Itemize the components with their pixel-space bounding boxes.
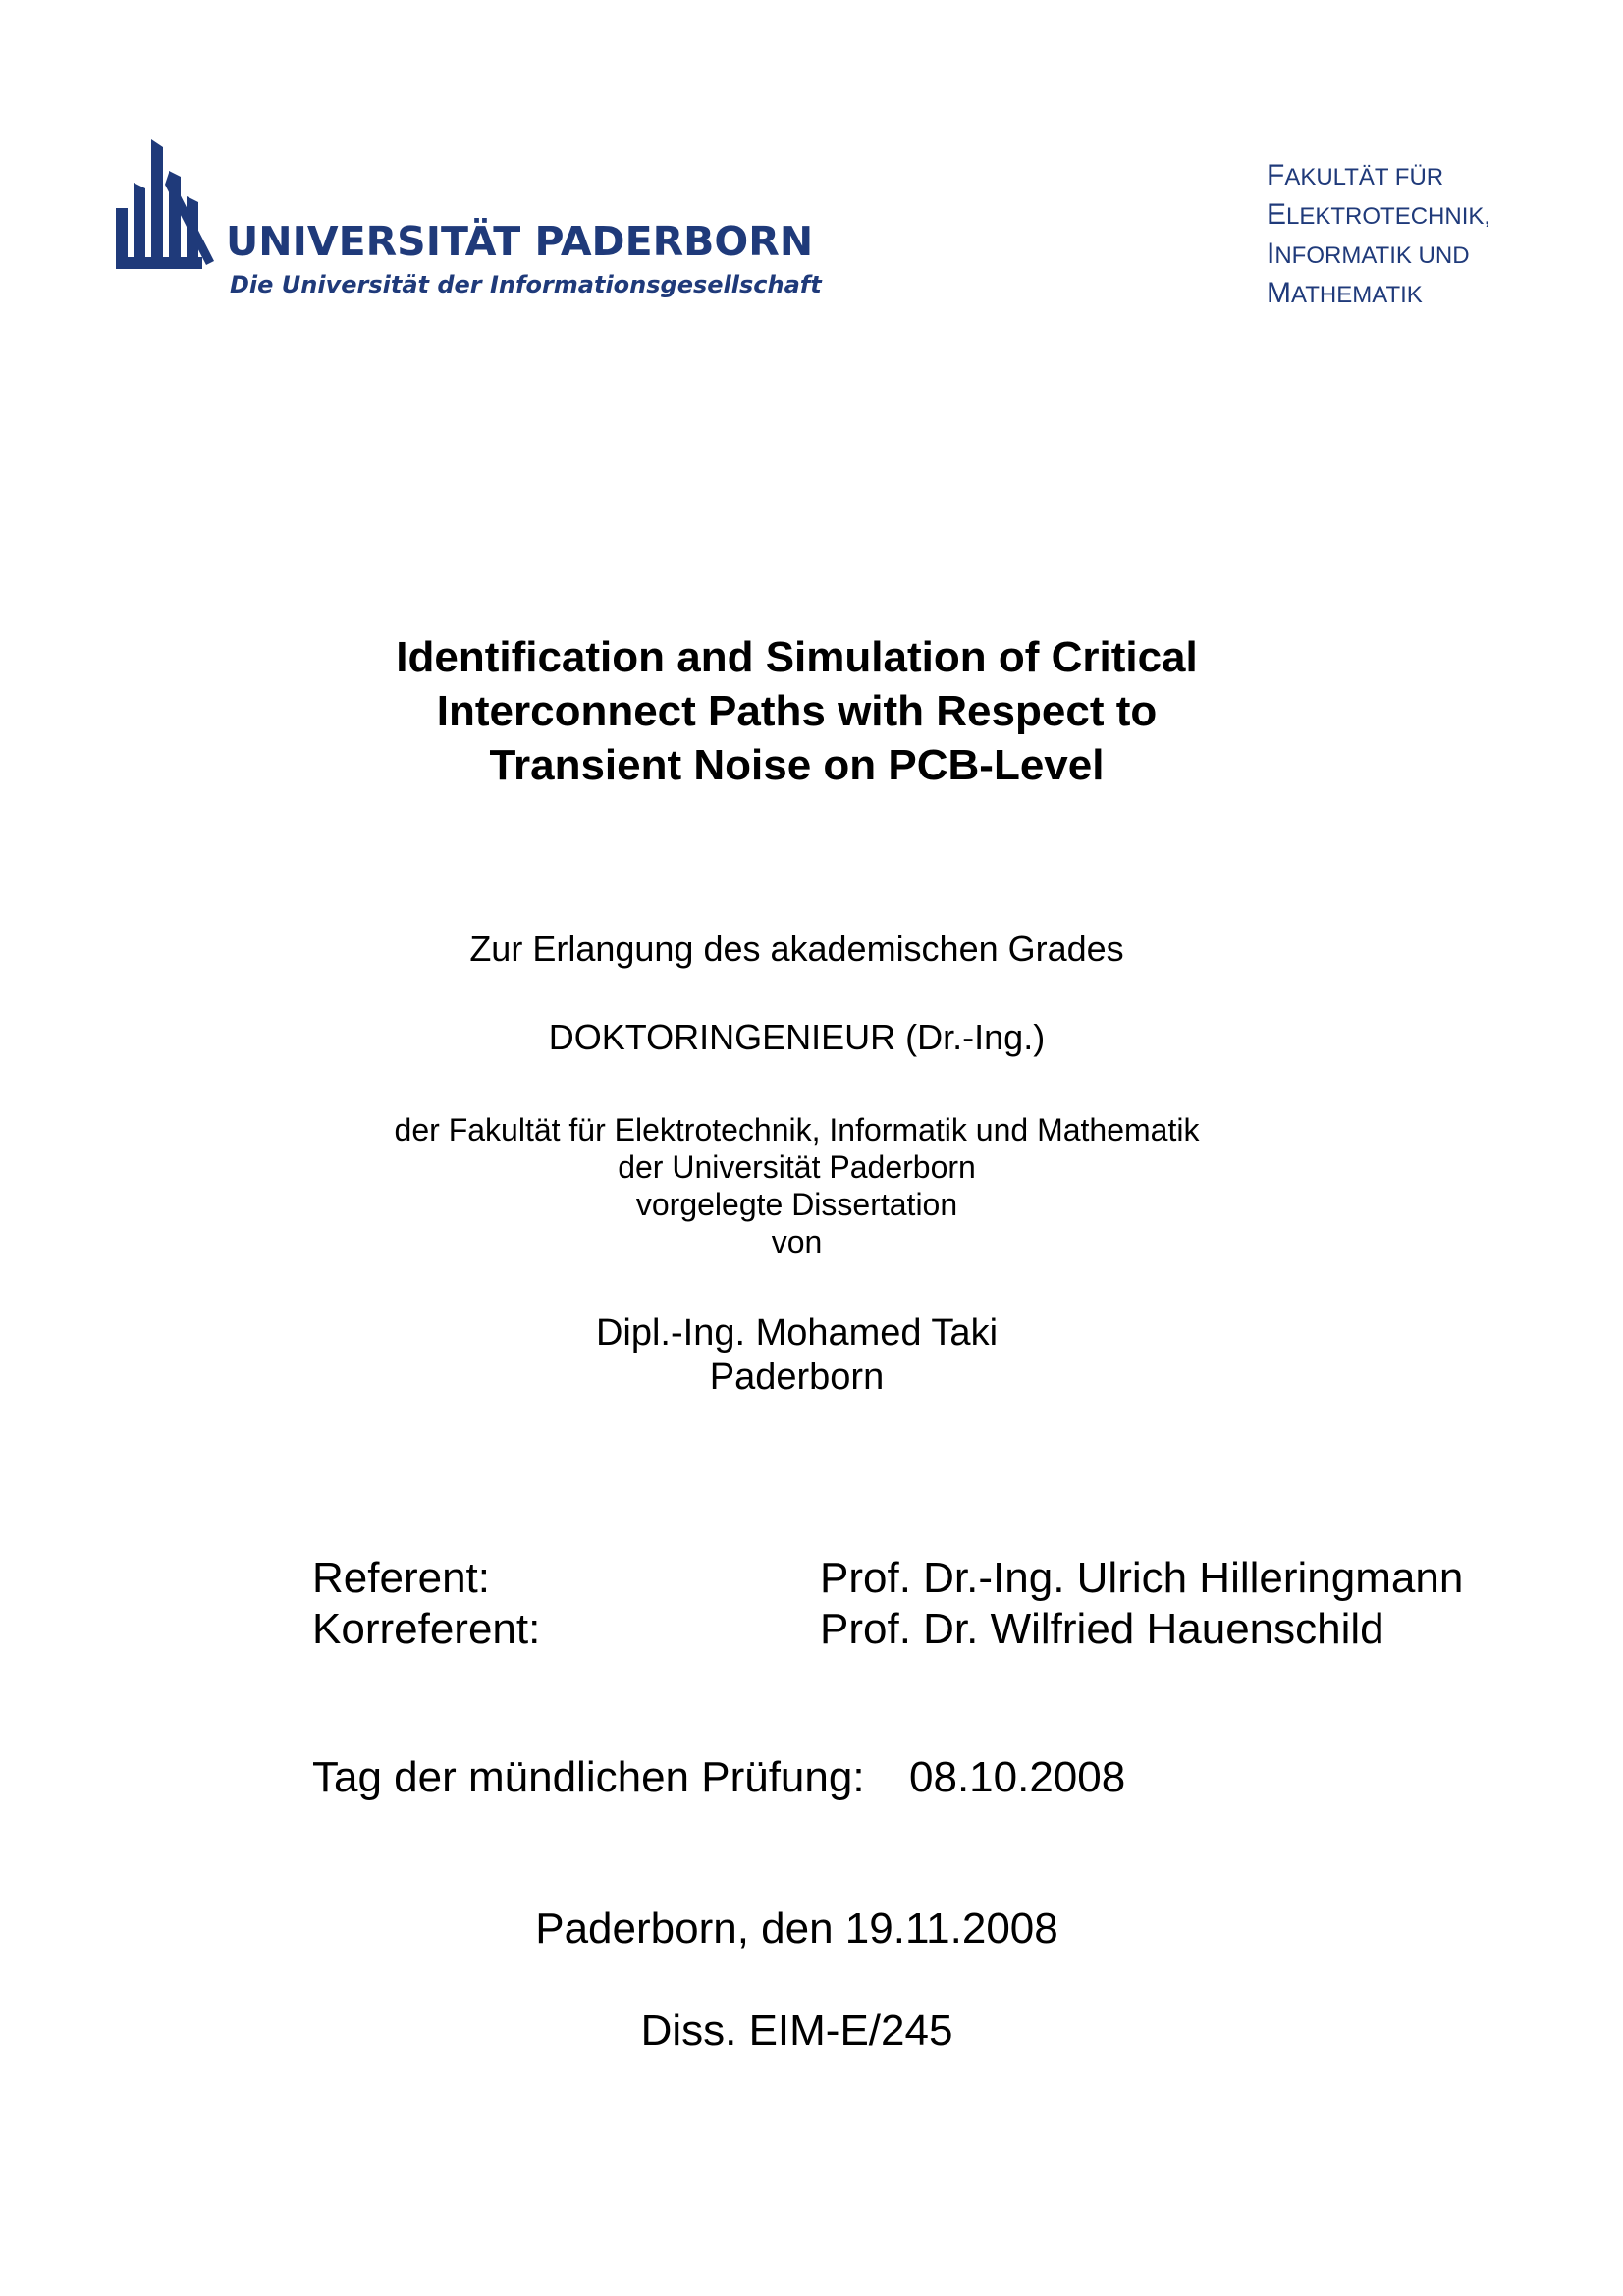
title-line: Transient Noise on PCB-Level — [489, 741, 1105, 789]
faculty-info-line: der Fakultät für Elektrotechnik, Informatik und Mathematik — [394, 1112, 1200, 1148]
oral-exam — [312, 1753, 1126, 1802]
faculty-info-line: vorgelegte Dissertation — [635, 1187, 958, 1222]
university-tagline: Die Universität der Informationsgesellschaft — [230, 271, 822, 298]
author-city: Paderborn — [709, 1357, 885, 1398]
referee-name: Prof. Dr. Wilfried Hauenschild — [820, 1605, 1384, 1653]
university-logo — [116, 137, 822, 314]
faculty-info-line: von — [771, 1224, 823, 1259]
referee-role: Referent: — [312, 1554, 490, 1602]
faculty-info-line: der Universität Paderborn — [618, 1149, 976, 1185]
dissertation-title — [0, 630, 1594, 792]
title-line: Identification and Simulation of Critical — [396, 633, 1198, 681]
title-line: Interconnect Paths with Respect to — [436, 687, 1158, 735]
referee-role: Korreferent: — [312, 1605, 541, 1653]
faculty-line: ELEKTROTECHNIK, — [1267, 198, 1491, 231]
exam-label: Tag der mündlichen Prüfung: — [312, 1753, 865, 1801]
exam-date: 08.10.2008 — [909, 1753, 1126, 1801]
referee-name: Prof. Dr.-Ing. Ulrich Hilleringmann — [820, 1554, 1464, 1602]
faculty-heading — [1267, 157, 1490, 314]
dissertation-number: Diss. EIM-E/245 — [640, 2006, 953, 2055]
degree-name: DOKTORINGENIEUR (Dr.-Ing.) — [548, 1017, 1046, 1057]
faculty-line: INFORMATIK UND — [1267, 238, 1470, 270]
author-name: Dipl.-Ing. Mohamed Taki — [595, 1312, 999, 1354]
faculty-line: FAKULTÄT FÜR — [1267, 159, 1444, 191]
author-block — [0, 1311, 1594, 1400]
faculty-info — [0, 1111, 1594, 1260]
place-date: Paderborn, den 19.11.2008 — [535, 1904, 1058, 1952]
degree-purpose: Zur Erlangung des akademischen Grades — [469, 929, 1124, 969]
university-emblem-icon — [116, 137, 218, 271]
faculty-line: MATHEMATIK — [1267, 277, 1423, 309]
university-name: UNIVERSITÄT PADERBORN — [226, 218, 814, 265]
